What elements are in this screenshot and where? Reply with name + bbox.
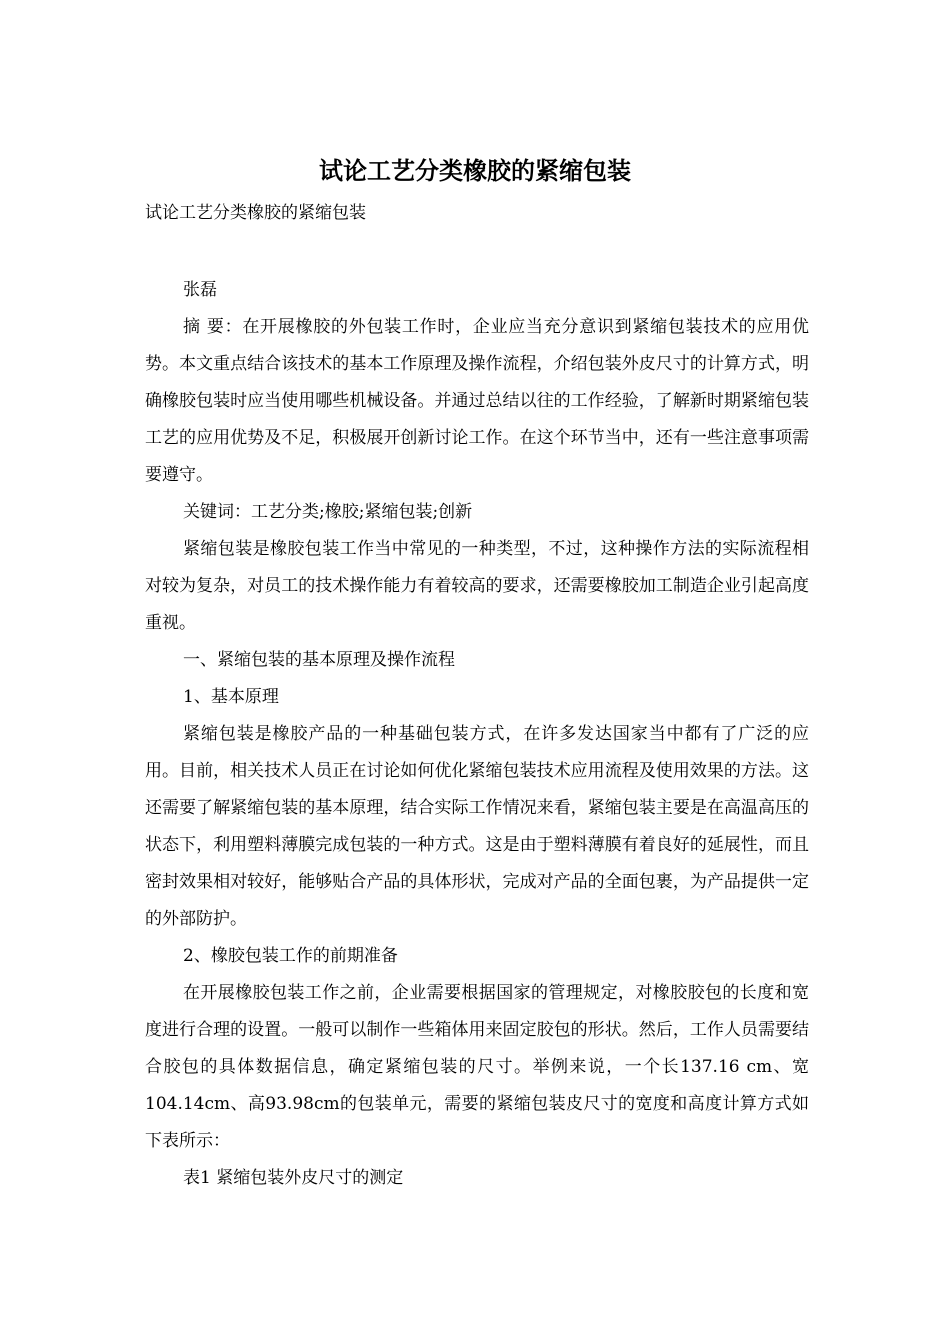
document-title: 试论工艺分类橡胶的紧缩包装 bbox=[319, 156, 631, 185]
section-heading-1: 一、紧缩包装的基本原理及操作流程 bbox=[183, 650, 455, 670]
abstract-paragraph: 摘 要：在开展橡胶的外包装工作时，企业应当充分意识到紧缩包装技术的应用优势。本文重点结合该技术的基本工作原理及操作流程，介绍包装外皮尺寸的计算方式，明确橡胶包装时应当使用哪些机械设备。并通过总结以往的工作经验，了解新时期紧缩包装工艺的应用优势及不足，积极展开创新讨论工作。在这个环节当中，还有一些注意事项需要遵守。 bbox=[145, 317, 809, 485]
principle-paragraph: 紧缩包装是橡胶产品的一种基础包装方式，在许多发达国家当中都有了广泛的应用。目前，相关技术人员正在讨论如何优化紧缩包装技术应用流程及使用效果的方法。这还需要了解紧缩包装的基本原理，结合实际工作情况来看，紧缩包装主要是在高温高压的状态下，利用塑料薄膜完成包装的一种方式。这是由于塑料薄膜有着良好的延展性，而且密封效果相对较好，能够贴合产品的具体形状，完成对产品的全面包裹，为产品提供一定的外部防护。 bbox=[145, 724, 809, 929]
document-subtitle: 试论工艺分类橡胶的紧缩包装 bbox=[145, 203, 366, 223]
table-caption: 表1 紧缩包装外皮尺寸的测定 bbox=[183, 1168, 404, 1188]
preparation-paragraph: 在开展橡胶包装工作之前，企业需要根据国家的管理规定，对橡胶胶包的长度和宽度进行合理的设置。一般可以制作一些箱体用来固定胶包的形状。然后，工作人员需要结合胶包的具体数据信息，确定紧缩包装的尺寸。举例来说，一个长137.16 cm、宽104.14cm、高93.98cm的包装单元，需要的紧缩包装皮尺寸的宽度和高度计算方式如下表所示： bbox=[145, 983, 809, 1151]
subsection-heading-1: 1、基本原理 bbox=[183, 687, 279, 707]
document-body bbox=[145, 272, 809, 1197]
intro-paragraph: 紧缩包装是橡胶包装工作当中常见的一种类型，不过，这种操作方法的实际流程相对较为复杂，对员工的技术操作能力有着较高的要求，还需要橡胶加工制造企业引起高度重视。 bbox=[145, 539, 809, 633]
keywords-line: 关键词：工艺分类;橡胶;紧缩包装;创新 bbox=[183, 502, 473, 522]
author-line: 张磊 bbox=[183, 280, 217, 300]
subsection-heading-2: 2、橡胶包装工作的前期准备 bbox=[183, 946, 398, 966]
